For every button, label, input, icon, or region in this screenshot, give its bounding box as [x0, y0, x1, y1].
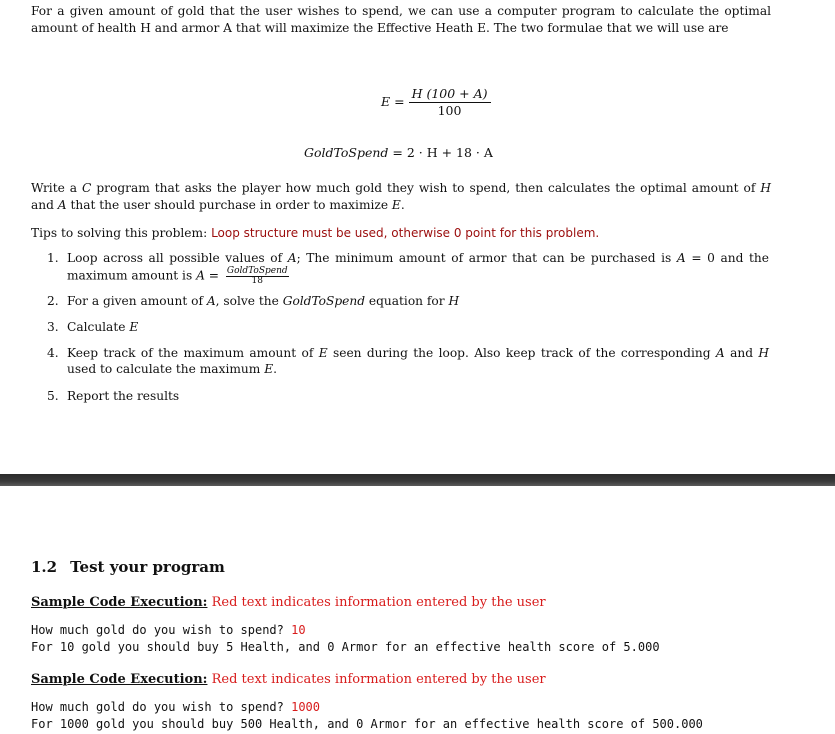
document-page-bottom	[0, 486, 835, 734]
write-program-paragraph: Write a C program that asks the player how much gold they wish to spend, then calculates the optimal amount of H and A that the user should purchase in order to maximize E.	[31, 181, 772, 212]
intro-paragraph: For a given amount of gold that the user wishes to spend, we can use a computer program to calculate the optimal amount of health H and armor A that will maximize the Effective Heath E. The two formulae that we will use are	[31, 4, 771, 35]
page-divider	[0, 474, 835, 486]
formula-effective-health	[381, 86, 491, 119]
user-input: 10	[291, 623, 306, 637]
sample-heading-1: Sample Code Execution: Red text indicates information entered by the user	[31, 595, 546, 610]
tips-warning: Loop structure must be used, otherwise 0 point for this problem.	[211, 226, 600, 240]
section-heading	[31, 558, 225, 576]
max-armor-fraction: $\frac{\text{GoldToSpend}}{18}$	[226, 266, 288, 286]
formula2-rhs: = 2 · H + 18 · A	[392, 145, 493, 160]
list-item: 1. Loop across all possible values of A; The minimum amount of armor that can be purchased is A = 0 and the maximum amount is A = $\frac{\text{GoldToSpend}}{18}$	[47, 251, 769, 286]
section-title: Test your program	[70, 558, 225, 576]
section-number: 1.2	[31, 558, 58, 576]
formula-gold-to-spend	[304, 145, 493, 160]
formula2-lhs: GoldToSpend	[304, 145, 389, 160]
sample-code-1: How much gold do you wish to spend? 10 For 10 gold you should buy 5 Health, and 0 Armor for an effective health score of 5.000	[31, 623, 660, 654]
formula1-lhs: E	[381, 94, 391, 109]
user-input: 1000	[291, 700, 320, 714]
sample-heading-2: Sample Code Execution: Red text indicates information entered by the user	[31, 672, 546, 687]
formula1-numerator: H (100 + A)	[409, 86, 491, 103]
tips-lead: Tips to solving this problem:	[31, 226, 212, 240]
tips-line	[31, 225, 771, 242]
formula1-fraction	[409, 86, 491, 119]
sample-code-2: How much gold do you wish to spend? 1000 For 1000 gold you should buy 500 Health, and 0 Armor for an effective health score of 500.000	[31, 700, 703, 731]
document-page-top: For a given amount of gold that the user wishes to spend, we can use a computer program to calculate the optimal amount of health H and armor A that will maximize the Effective Heath E. The two formulae that we will use are E = $\frac{H (100 + A)}{100}$ GoldToSpend = 2 · H + 18 · A Write a C program that asks the player how much gold they wish to spend, then calculates the optimal amount of H and A that the user should purchase in order to maximize E. Tips to solving this problem: Loop structure must be used, otherwise 0 point for this problem. 1. Loop across all possible values of A; The minimum amount of armor that can be purchased is A = 0 and the maximum amount is A = $\frac{\text{GoldToSpend}}{18}$ 2. For a given amount of A, solve the GoldToSpend equation for H 3. Calculate E 4. Keep track of the maximum amount of E seen during the loop. Also keep track of the corresponding A and H used to calculate the maximum E. 5. Report the results	[0, 0, 835, 474]
formula1-equals: =	[394, 94, 405, 109]
formula1-denominator: 100	[437, 103, 462, 118]
